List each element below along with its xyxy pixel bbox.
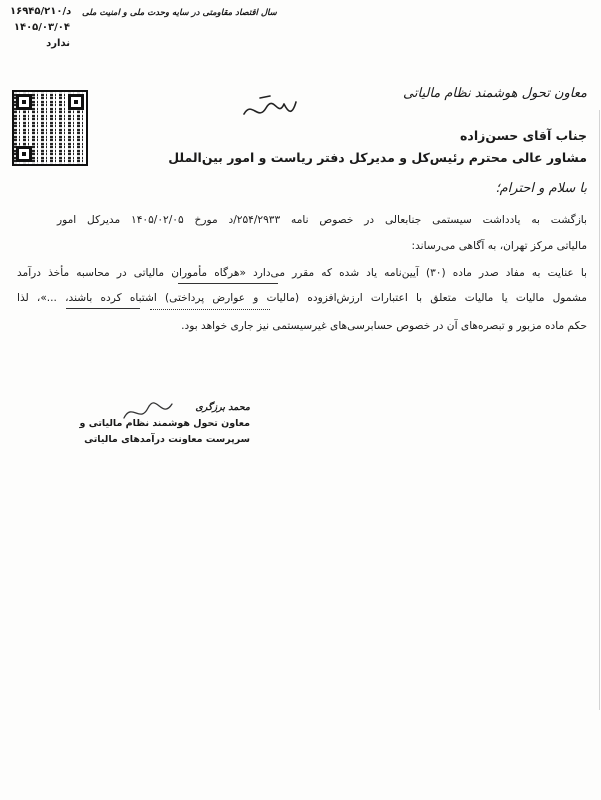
signature-mark	[240, 92, 300, 126]
underline-mark	[150, 308, 270, 310]
body-line-3: با عنایت به مفاد صدر ماده (۳۰) آیین‌نامه یاد شده که مقرر می‌دارد «هرگاه مأموران مالیاتی در محاسبه مأخذ درآمد	[17, 267, 587, 279]
letter-date: ۱۴۰۵/۰۳/۰۴	[13, 22, 70, 33]
recipient-title: مشاور عالی محترم رئیس‌کل و مدیرکل دفتر ریاست و امور بین‌الملل	[168, 150, 587, 165]
signatory-role-1: معاون تحول هوشمند نظام مالیاتی و	[79, 418, 250, 429]
signature-block	[79, 402, 250, 452]
underline-mark	[66, 307, 140, 309]
salutation: با سلام و احترام؛	[495, 181, 587, 196]
body-line-4: مشمول مالیات یا مالیات متعلق با اعتبارات ارزش‌افزوده (مالیات و عوارض پرداختی) اشتباه کرده باشند، ...»، لذا	[17, 292, 587, 304]
sender-title: معاون تحول هوشمند نظام مالیاتی	[403, 86, 587, 101]
page-edge	[599, 110, 600, 710]
signatory-name: محمد برزگری	[195, 402, 250, 413]
body-line-5: حکم ماده مزبور و تبصره‌های آن در خصوص حسابرسی‌های غیرسیستمی نیز جاری خواهد بود.	[181, 320, 587, 332]
recipient-name: جناب آقای حسن‌زاده	[460, 128, 587, 143]
letter-number: ۱۶۹۴۵/۲۱۰/د	[10, 6, 72, 17]
body-line-2: مالیاتی مرکز تهران، به آگاهی می‌رساند:	[411, 240, 587, 252]
year-slogan: سال اقتصاد مقاومتی در سایه وحدت ملی و امنیت ملی	[82, 8, 277, 18]
signatory-role-2: سرپرست معاونت درآمدهای مالیاتی	[84, 434, 250, 445]
qr-code	[12, 90, 88, 166]
letter-attachment: ندارد	[46, 38, 70, 49]
body-line-1: بازگشت به یادداشت سیستمی جنابعالی در خصوص نامه ۲۵۴/۲۹۳۳/د مورخ ۱۴۰۵/۰۲/۰۵ مدیرکل امور	[57, 214, 587, 226]
underline-mark	[178, 282, 278, 284]
